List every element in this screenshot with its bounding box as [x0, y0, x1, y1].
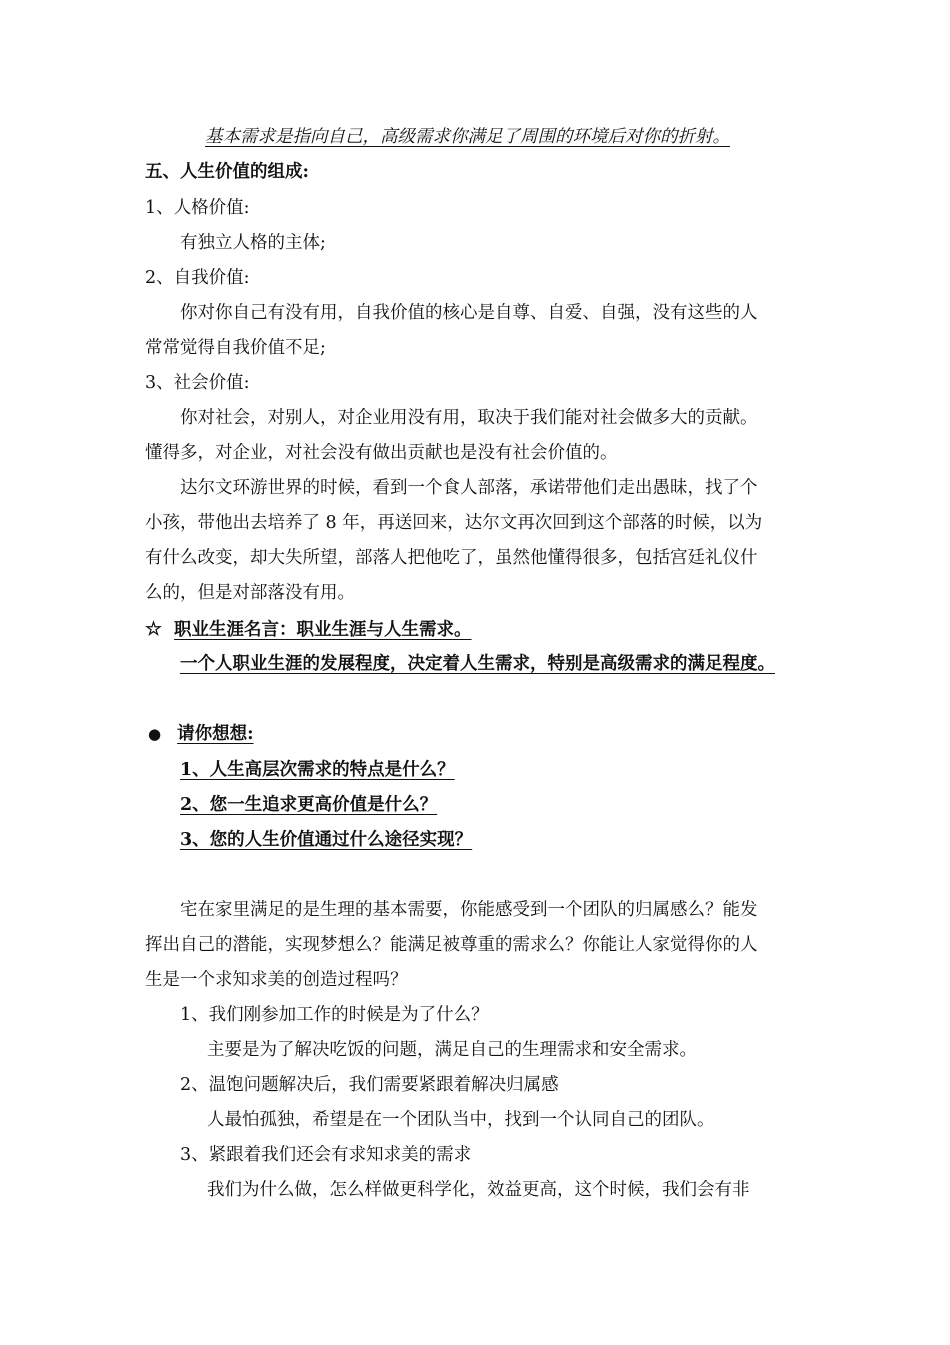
- paragraph-line: 有什么改变，却大失所望，部落人把他吃了，虽然他懂得很多，包括宫廷礼仪什: [145, 548, 758, 568]
- paragraph-line: 懂得多，对企业，对社会没有做出贡献也是没有社会价值的。: [145, 443, 618, 463]
- question-item: 3、您的人生价值通过什么途径实现？: [180, 830, 473, 850]
- item-heading: 3、社会价值:: [145, 373, 250, 393]
- career-quote-title: 职业生涯名言：职业生涯与人生需求。: [174, 620, 472, 640]
- item-heading: 1、人格价值:: [145, 198, 250, 218]
- paragraph-line: 常常觉得自我价值不足;: [145, 338, 326, 358]
- paragraph-line: 生是一个求知求美的创造过程吗？: [145, 970, 408, 990]
- list-item: 1、我们刚参加工作的时候是为了什么？: [180, 1005, 489, 1025]
- list-item: 2、温饱问题解决后，我们需要紧跟着解决归属感: [180, 1075, 559, 1095]
- career-quote-text: 一个人职业生涯的发展程度，决定着人生需求，特别是高级需求的满足程度。: [180, 654, 775, 674]
- list-item-detail: 主要是为了解决吃饭的问题，满足自己的生理需求和安全需求。: [207, 1040, 697, 1060]
- italic-summary-line: 基本需求是指向自己，高级需求你满足了周围的环境后对你的折射。: [205, 127, 730, 147]
- paragraph-line: 达尔文环游世界的时候，看到一个食人部落，承诺带他们走出愚昧，找了个: [180, 478, 758, 498]
- paragraph-line: 挥出自己的潜能，实现梦想么？能满足被尊重的需求么？你能让人家觉得你的人: [145, 935, 758, 955]
- paragraph-line: 么的，但是对部落没有用。: [145, 583, 355, 603]
- paragraph-line: 小孩，带他出去培养了 8 年，再送回来，达尔文再次回到这个部落的时候，以为: [145, 513, 763, 533]
- paragraph-line: 宅在家里满足的是生理的基本需要，你能感受到一个团队的归属感么？能发: [180, 900, 758, 920]
- list-item-detail: 人最怕孤独，希望是在一个团队当中，找到一个认同自己的团队。: [207, 1110, 715, 1130]
- question-item: 2、您一生追求更高价值是什么？: [180, 795, 438, 815]
- think-prompt-label: 请你想想:: [177, 724, 254, 744]
- question-item: 1、人生高层次需求的特点是什么？: [180, 760, 455, 780]
- think-prompt: [148, 722, 254, 746]
- item-heading: 2、自我价值:: [145, 268, 250, 288]
- list-item: 3、紧跟着我们还会有求知求美的需求: [180, 1145, 472, 1165]
- paragraph-line: 你对你自己有没有用，自我价值的核心是自尊、自爱、自强，没有这些的人: [180, 303, 758, 323]
- list-item-detail: 我们为什么做，怎么样做更科学化，效益更高，这个时候，我们会有非: [207, 1180, 750, 1200]
- paragraph-line: 你对社会，对别人，对企业用没有用，取决于我们能对社会做多大的贡献。: [180, 408, 758, 428]
- star-icon: ☆: [145, 618, 163, 640]
- bullet-icon: ●: [148, 725, 162, 743]
- career-quote-line: [145, 617, 472, 642]
- section-heading: 五、人生价值的组成:: [145, 162, 309, 182]
- paragraph-line: 有独立人格的主体;: [180, 233, 326, 253]
